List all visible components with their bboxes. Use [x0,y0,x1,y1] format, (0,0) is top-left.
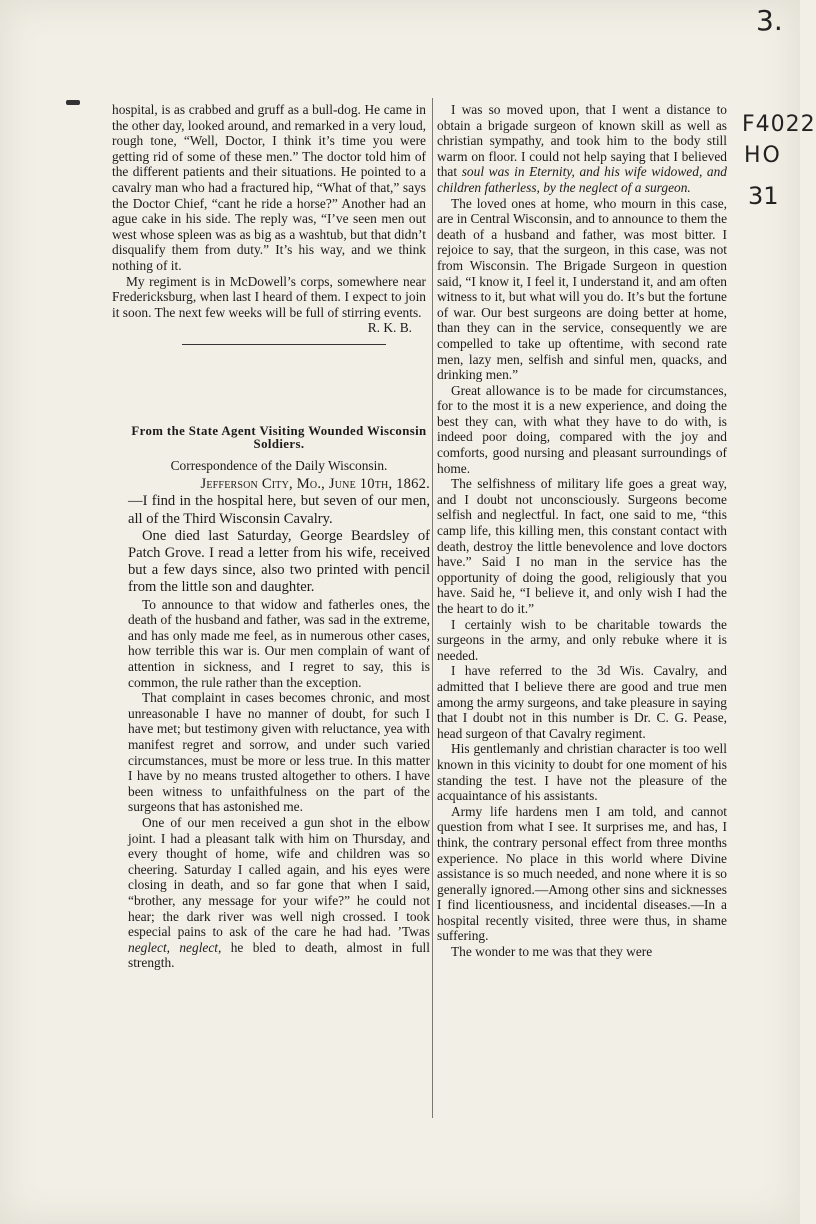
article-paragraph: The selfishness of military life goes a great way, and I doubt not unconsciously. Surgeons become selfish and neglectful. In fact, one said to me, “this camp life, this killing men, this constant contact with death, destroy the little benevolence and love doctors have.” Said I no man in the service has the opportunity of doing the good, religiously that you have. Said he, “I believe it, and only wish I had the the heart to do it.” [437,476,727,616]
handwritten-archive-code: F4022 [742,112,816,137]
article-paragraph: That complaint in cases becomes chronic, and most unreasonable I have no manner of doubt, for such I have met; but testimony given with reluctance, yea with manifest regret and sorrow, and under such varied circumstances, must be more or less true. In this matter I have by no means trusted altogether to others. I have been witness to unfaithfulness on the part of the surgeons that has astonished me. [128,690,430,815]
article-paragraph [128,815,430,971]
article-paragraph [437,102,727,196]
handwritten-archive-code-3: 31 [748,182,779,210]
article-dateline: Jefferson City, Mo., June 10th, 1862. [200,476,430,493]
binder-mark [66,100,80,105]
article-left-column [128,425,430,971]
article-paragraph: Great allowance is to be made for circumstances, for to the most it is a new experience, and doing the best they can, with what they have to do with, is indeed poor doing, compared with the joy and comforts, good nursing and pleasant surroundings of home. [437,382,727,476]
letter-paragraph: My regiment is in McDowell’s corps, somewhere near Fredericksburg, when last I heard of them. I expect to join it soon. The next few weeks will be full of stirring events. [112,273,426,320]
letter-rkb [112,102,426,345]
article-italic-text: neglect, neglect, [128,939,222,955]
letter-signature: R. K. B. [367,320,412,336]
article-italic-text: soul was in Eternity, and his wife widowed, and children fatherless, by the neglect of a surgeon. [437,164,727,195]
article-text: One of our men received a gun shot in the elbow joint. I had a pleasant talk with him on Thursday, and every thought of home, wife and children was so cheering. Saturday I called again, and his eyes were closing in death, and so far gone that when I said, “brother, any message for your wife?” he could not hear; the dark river was well nigh crossed. I took especial pains to ask of the care he had had. ’Twas [128,814,430,940]
article-text: he bled to death, almost in full strength. [128,939,430,971]
article-separator-rule [182,344,386,345]
article-byline: Correspondence of the Daily Wisconsin. [170,458,388,473]
article-paragraph: I have referred to the 3d Wis. Cavalry, and admitted that I believe there are good and true men among the army surgeons, and take pleasure in saying that I doubt not in this number is Dr. C. G. Pease, head surgeon of that Cavalry regiment. [437,663,727,741]
column-divider [432,98,433,1118]
article-paragraph: His gentlemanly and christian character is too well known in this vicinity to doubt for one moment of his standing the test. I have not the pleasure of the acquaintance of his assistants. [437,741,727,804]
article-paragraph: The wonder to me was that they were [451,944,653,960]
article-paragraph: I certainly wish to be charitable towards the surgeons in the army, and only rebuke where it is needed. [437,616,727,663]
article-paragraph: To announce to that widow and fatherles ones, the death of the husband and father, was sad in the extreme, and has only made me feel, as in numerous other cases, how terrible this war is. Our men complain of want of attention in sickness, and I regret to say, this is common, the rule rather than the exception. [128,596,430,690]
handwritten-archive-code-2: HO [744,143,782,168]
article-paragraph: —I find in the hospital here, but seven of our men, all of the Third Wisconsin Cavalry. [128,493,430,527]
article-paragraph: One died last Saturday, George Beardsley of Patch Grove. I read a letter from his wife, received but a few days since, also two printed with pencil from the little son and daughter. [128,527,430,596]
article-paragraph: Army life hardens men I am told, and cannot question from what I see. It surprises me, and has, I think, the contrary personal effect from three months experience. No place in this world where Divine assistance is so much needed, and none where it is so generally ignored.—Among other sins and sicknesses I find licentiousness, and incidental diseases.—In a hospital recently visited, three were thus, in shame suffering. [437,803,727,944]
article-paragraph: The loved ones at home, who mourn in this case, are in Central Wisconsin, and to announce to them the death of a husband and father, was most bitter. I rejoice to say, that the surgeon, in this case, was not from Wisconsin. The Brigade Surgeon in question said, “I know it, I feel it, I understand it, and am often witness to it, but what will you do. It’s but the fortune of war. Our best surgeons are doing better at home, than they can in the service, consequently we are compelled to take up oftentime, with second rate men, lazy men, selfish and sinful men, quacks, and drinking men.” [437,195,728,383]
handwritten-page-number: 3. [756,4,783,37]
article-heading: From the State Agent Visiting Wounded Wisconsin Soldiers. [131,424,427,451]
article-text: I was so moved upon, that I went a distance to obtain a brigade surgeon of known skill as well as christian sympathy, and took him to the body still warm on floor. I could not help saying that I believed that [437,102,727,180]
article-right-column [437,102,727,960]
letter-paragraph: hospital, is as crabbed and gruff as a bull-dog. He came in the other day, looked around, and remarked in a very loud, rough tone, “Well, Doctor, I think it’s time you were getting rid of some of these men.” The doctor told him of the different patients and their situations. He pointed to a cavalry man who had a fractured hip, “What of that,” says the Doctor Chief, “cant he ride a horse?” Another had an ague cake in his side. The reply was, “I’ve seen men out west whose spleen was as big as a washtub, but that didn’t disqualify them from duty.” It’s his way, and we think nothing of it. [112,102,426,273]
